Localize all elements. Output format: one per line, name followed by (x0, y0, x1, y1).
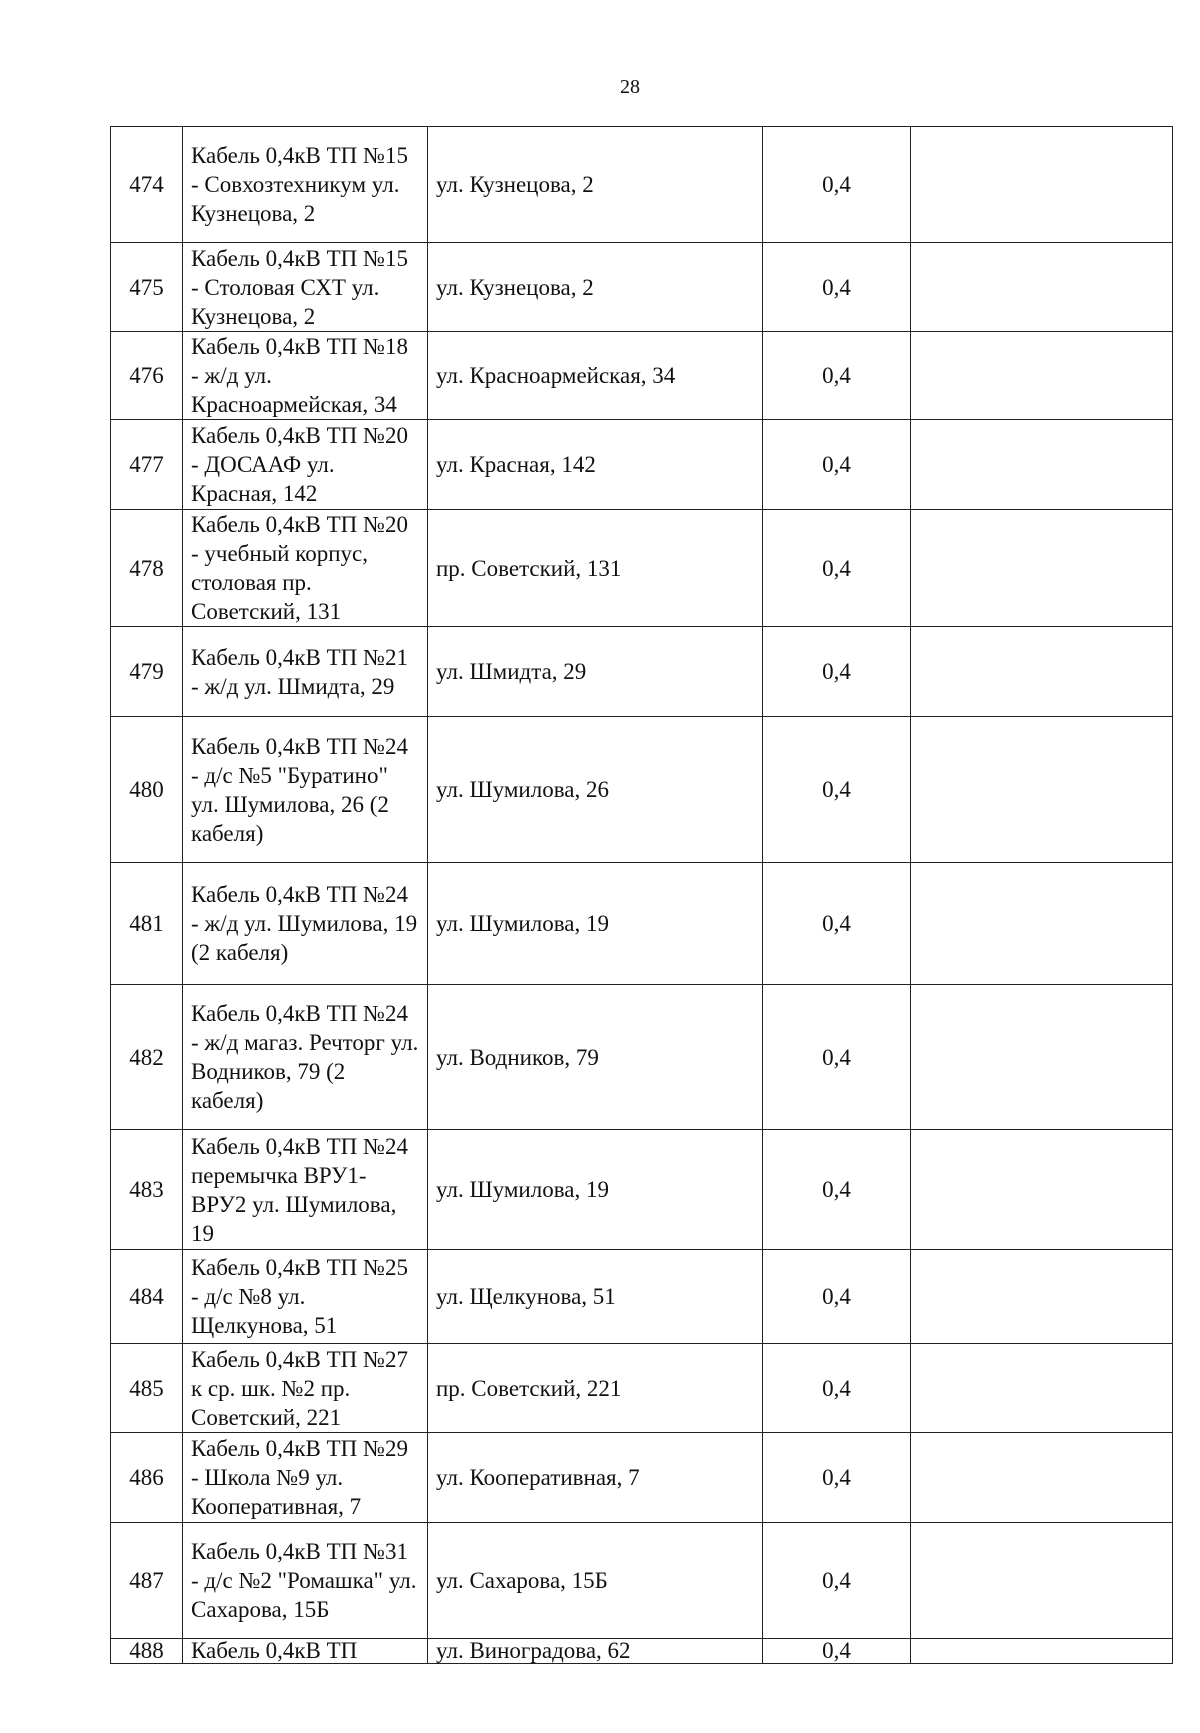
cable-voltage: 0,4 (763, 985, 911, 1130)
row-number: 482 (111, 985, 183, 1130)
cable-name: Кабель 0,4кВ ТП (183, 1639, 428, 1664)
empty-cell (911, 243, 1173, 332)
cable-address: ул. Шумилова, 19 (428, 863, 763, 985)
row-number: 476 (111, 332, 183, 420)
cable-address: ул. Водников, 79 (428, 985, 763, 1130)
cable-name: Кабель 0,4кВ ТП №21 - ж/д ул. Шмидта, 29 (183, 627, 428, 717)
cable-address: пр. Советский, 221 (428, 1344, 763, 1433)
cable-voltage: 0,4 (763, 1639, 911, 1664)
table-row (111, 717, 1173, 863)
cable-name: Кабель 0,4кВ ТП №15 - Столовая СХТ ул. Кузнецова, 2 (183, 243, 428, 332)
row-number: 485 (111, 1344, 183, 1433)
cable-voltage: 0,4 (763, 1250, 911, 1344)
cable-voltage: 0,4 (763, 127, 911, 243)
cable-name: Кабель 0,4кВ ТП №24 - д/с №5 "Буратино" ул. Шумилова, 26 (2 кабеля) (183, 717, 428, 863)
cable-name: Кабель 0,4кВ ТП №20 - учебный корпус, столовая пр. Советский, 131 (183, 510, 428, 627)
cable-voltage: 0,4 (763, 1344, 911, 1433)
row-number: 477 (111, 420, 183, 510)
cable-name: Кабель 0,4кВ ТП №27 к ср. шк. №2 пр. Советский, 221 (183, 1344, 428, 1433)
empty-cell (911, 510, 1173, 627)
row-number: 479 (111, 627, 183, 717)
cable-voltage: 0,4 (763, 332, 911, 420)
cable-address: ул. Виноградова, 62 (428, 1639, 763, 1664)
cable-address: ул. Шумилова, 19 (428, 1130, 763, 1250)
cable-name: Кабель 0,4кВ ТП №31 - д/с №2 "Ромашка" ул. Сахарова, 15Б (183, 1523, 428, 1639)
cable-voltage: 0,4 (763, 243, 911, 332)
row-number: 486 (111, 1433, 183, 1523)
cable-address: пр. Советский, 131 (428, 510, 763, 627)
row-number: 488 (111, 1639, 183, 1664)
cable-address: ул. Щелкунова, 51 (428, 1250, 763, 1344)
table-row (111, 985, 1173, 1130)
empty-cell (911, 127, 1173, 243)
cable-name: Кабель 0,4кВ ТП №15 - Совхозтехникум ул. Кузнецова, 2 (183, 127, 428, 243)
table-row (111, 243, 1173, 332)
empty-cell (911, 627, 1173, 717)
page-number: 28 (620, 76, 640, 98)
table-row (111, 1130, 1173, 1250)
cable-address: ул. Красноармейская, 34 (428, 332, 763, 420)
cable-name: Кабель 0,4кВ ТП №18 - ж/д ул. Красноармейская, 34 (183, 332, 428, 420)
empty-cell (911, 985, 1173, 1130)
cable-voltage: 0,4 (763, 627, 911, 717)
cable-voltage: 0,4 (763, 863, 911, 985)
cable-name: Кабель 0,4кВ ТП №24 - ж/д магаз. Речторг ул. Водников, 79 (2 кабеля) (183, 985, 428, 1130)
table-row (111, 1344, 1173, 1433)
row-number: 475 (111, 243, 183, 332)
table-row (111, 1523, 1173, 1639)
cable-voltage: 0,4 (763, 420, 911, 510)
row-number: 487 (111, 1523, 183, 1639)
empty-cell (911, 863, 1173, 985)
table-row (111, 1250, 1173, 1344)
cable-name: Кабель 0,4кВ ТП №24 перемычка ВРУ1-ВРУ2 ул. Шумилова, 19 (183, 1130, 428, 1250)
cable-address: ул. Сахарова, 15Б (428, 1523, 763, 1639)
table-row (111, 863, 1173, 985)
table-row (111, 627, 1173, 717)
cable-voltage: 0,4 (763, 1130, 911, 1250)
table-row (111, 420, 1173, 510)
cable-address: ул. Кузнецова, 2 (428, 243, 763, 332)
row-number: 474 (111, 127, 183, 243)
row-number: 481 (111, 863, 183, 985)
row-number: 478 (111, 510, 183, 627)
cable-voltage: 0,4 (763, 510, 911, 627)
row-number: 484 (111, 1250, 183, 1344)
empty-cell (911, 1523, 1173, 1639)
cable-name: Кабель 0,4кВ ТП №20 - ДОСААФ ул. Красная, 142 (183, 420, 428, 510)
empty-cell (911, 1639, 1173, 1664)
cable-address: ул. Красная, 142 (428, 420, 763, 510)
cable-address: ул. Кооперативная, 7 (428, 1433, 763, 1523)
cable-address: ул. Шумилова, 26 (428, 717, 763, 863)
table-row (111, 127, 1173, 243)
cable-name: Кабель 0,4кВ ТП №29 - Школа №9 ул. Кооперативная, 7 (183, 1433, 428, 1523)
cable-address: ул. Кузнецова, 2 (428, 127, 763, 243)
table-row (111, 1433, 1173, 1523)
table-row (111, 1639, 1173, 1664)
cable-voltage: 0,4 (763, 1523, 911, 1639)
cable-name: Кабель 0,4кВ ТП №24 - ж/д ул. Шумилова, 19 (2 кабеля) (183, 863, 428, 985)
cable-registry-table (110, 126, 1173, 1664)
empty-cell (911, 1250, 1173, 1344)
table-row (111, 510, 1173, 627)
cable-voltage: 0,4 (763, 717, 911, 863)
cable-address: ул. Шмидта, 29 (428, 627, 763, 717)
empty-cell (911, 1433, 1173, 1523)
row-number: 480 (111, 717, 183, 863)
empty-cell (911, 1130, 1173, 1250)
empty-cell (911, 332, 1173, 420)
empty-cell (911, 717, 1173, 863)
registry-body (111, 127, 1173, 1664)
cable-name: Кабель 0,4кВ ТП №25 - д/с №8 ул. Щелкунова, 51 (183, 1250, 428, 1344)
table-row (111, 332, 1173, 420)
cable-voltage: 0,4 (763, 1433, 911, 1523)
empty-cell (911, 1344, 1173, 1433)
row-number: 483 (111, 1130, 183, 1250)
empty-cell (911, 420, 1173, 510)
